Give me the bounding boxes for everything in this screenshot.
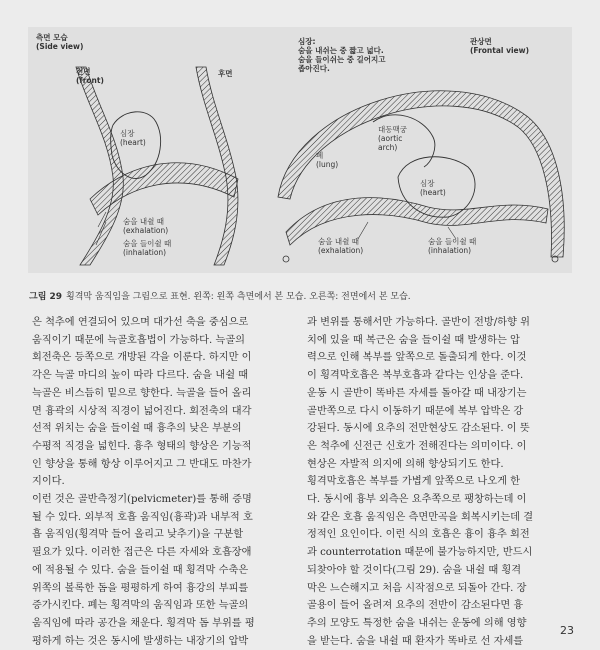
body-left-column [32, 314, 290, 650]
heart-label-right: 심장 (heart) [420, 179, 446, 197]
right-column-text: 과 변위를 통해서만 가능하다. 골반이 전방/하향 위 치에 있을 때 복근은 숨을 들이쉴 때 발생하는 압 력으로 인해 복부를 앞쪽으로 돌출되게 한다. 이것 이 횡격막호흡은 복부호흡과 같다는 인상을 준다. 운동 시 골반이 똑바른 자세를 돌아갈 때 내장기는 골반쪽으로 다시 이동하기 때문에 복부 압박은 강 강된다. 동시에 요추의 전만현상도 감소된다. 이 뜻 은 척추에 신전근 신호가 전해진다는 의미이다. 이 현상은 자발적 의지에 의해 향상되기도 한다. 횡격막호흡은 복부를 가볍게 앞쪽으로 나오게 한 다. 동시에 흉부 외측은 요추쪽으로 팽창하는데 이 와 같은 호흡 움직임은 측면만곡을 회복시키는데 결 정적인 요인이다. 이런 식의 호흡은 흉이 흉추 회전 과 counterrotation 때문에 불가능하지만, 반드시 되찾아야 할 것이다(그림 29). 숨을 내쉴 때 횡격 막은 느슨해지고 처음 시작점으로 되돌아 간다. 장 골용이 들어 올려져 요추의 전반이 감소된다면 흉 추의 모양도 특정한 숨을 내쉬는 운동에 의해 영향 을 받는다. 숨을 내쉴 때 환자가 똑바로 선 자세를 [307, 317, 534, 647]
lung-label: 폐 (lung) [316, 151, 339, 169]
inhalation-label-left: 숨을 들이쉴 때 (inhalation) [123, 239, 172, 257]
inhalation-label-right: 숨을 들이쉴 때 (inhalation) [428, 237, 477, 255]
aortic-arch-label: 대동맥궁 (aortic arch) [378, 125, 407, 152]
body-right-column [307, 314, 565, 650]
rib-cage-frontal [278, 91, 564, 257]
side-view-title: 측면 모습 (Side view) [36, 33, 84, 51]
figure-caption [29, 289, 574, 302]
heart-note: 심장: 숨을 내쉬는 중 짧고 넓다. 숨을 들이쉬는 중 길어지고 좁아진다. [298, 37, 386, 73]
front-label: 전면 (front) [76, 67, 104, 85]
exhalation-label-right: 숨을 내쉴 때 (exhalation) [318, 237, 364, 255]
page-number: 23 [560, 624, 574, 637]
heart-label-left: 심장 (heart) [120, 129, 146, 147]
left-column-text: 은 척추에 연결되어 있으며 대가선 축을 중심으로 움직이기 때문에 늑골호흡법이 가능하다. 늑골의 회전축은 등쪽으로 개방된 각을 이룬다. 하지만 이 각은 늑골 마디의 높이 따라 다르다. 숨을 내쉴 때 늑골은 비스듬히 밑으로 향한다. 늑골을 들어 올리 면 흉곽의 시상적 직경이 넓어진다. 회전축의 대각 선적 위치는 숨을 들이쉴 때 흉추의 낮은 부분의 수평적 직경을 넓힌다. 흉추 형태의 향상은 기능적 인 향상을 통해 항상 이루어지고 그 반대도 마찬가 지이다. 이런 것은 골반측정기(pelvicmeter)를 통해 증명 될 수 있다. 외부적 호흡 움직임(흉곽)과 내부적 호 흡 움직임(횡격막 들어 올리고 낮추기)을 구분할 필요가 있다. 이러한 접근은 다른 자세와 호흡장애 에 적용될 수 있다. 숨을 들이쉴 때 횡격막 수축은 위쪽의 볼록한 돔을 평평하게 하여 흉강의 부피를 증가시킨다. 폐는 횡격막의 움직임과 또한 늑골의 움직임에 따라 공간을 채운다. 횡격막 돔 부위를 평 평하게 하는 것은 동시에 발생하는 내장기의 압박 [32, 317, 255, 647]
caption-text: 횡격막 움직임을 그림으로 표현. 왼쪽: 왼쪽 측면에서 본 모습. 오른쪽: 전면에서 본 모습. [66, 292, 411, 302]
caption-number: 그림 29 [29, 292, 63, 302]
exhalation-label-left: 숨을 내쉴 때 (exhalation) [123, 217, 169, 235]
diaphragm-figure [28, 27, 572, 273]
frontal-view-title: 관상면 (Frontal view) [470, 37, 529, 55]
back-label: 후면 [218, 69, 233, 78]
